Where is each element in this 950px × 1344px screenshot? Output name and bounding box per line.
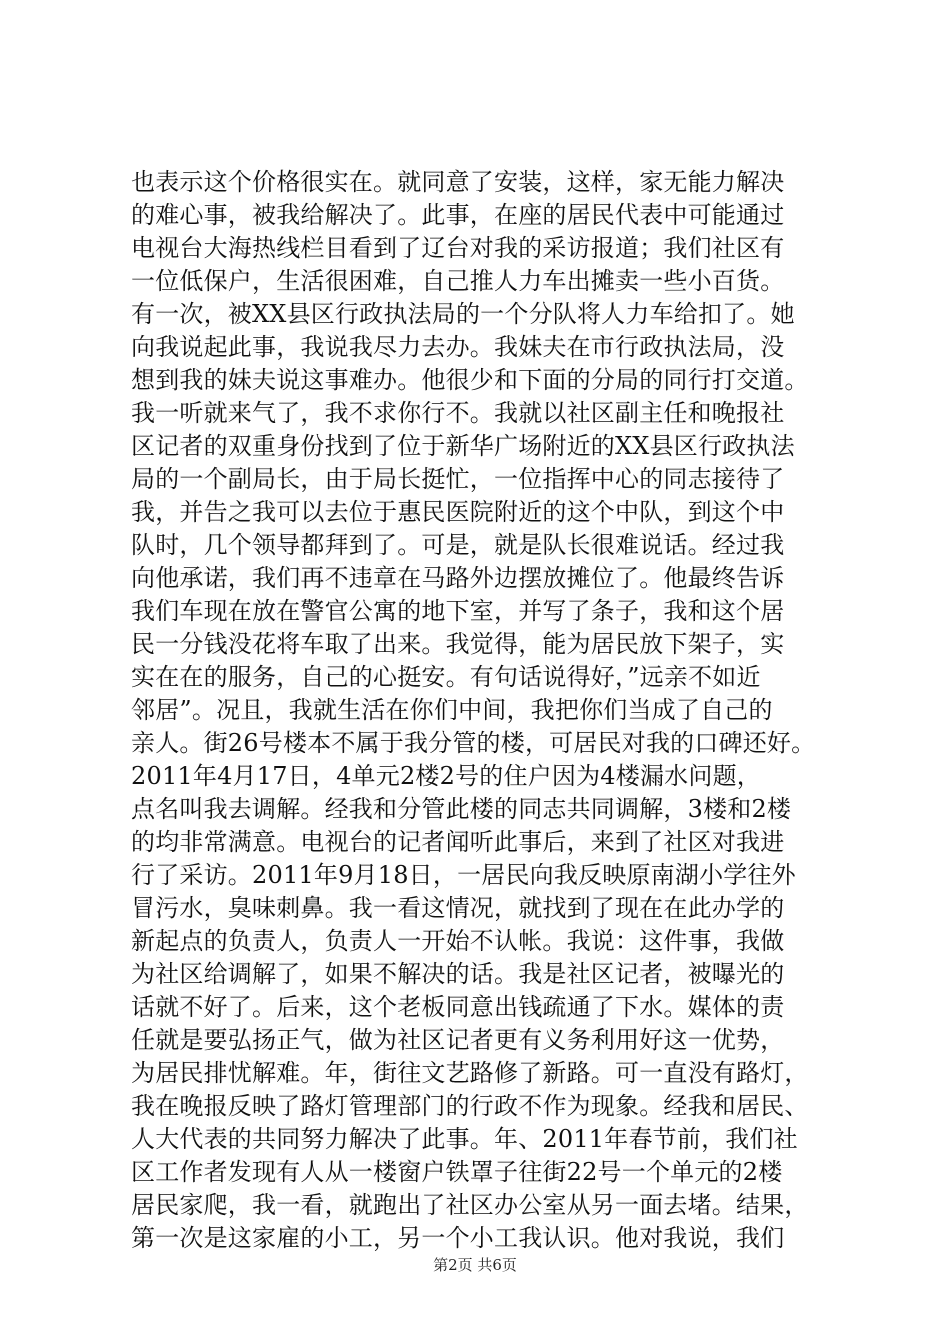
text-line: 邻居”。况且，我就生活在你们中间，我把你们当成了自己的 xyxy=(131,696,773,724)
text-line: 我，并告之我可以去位于惠民医院附近的这个中队，到这个中 xyxy=(131,498,785,526)
text-line: 居民家爬，我一看，就跑出了社区办公室从另一面去堵。结果， xyxy=(131,1191,809,1219)
text-line: 民一分钱没花将车取了出来。我觉得，能为居民放下架子，实 xyxy=(131,630,785,658)
text-line: 点名叫我去调解。经我和分管此楼的同志共同调解，3楼和2楼 xyxy=(131,795,792,823)
text-line: 2011年4月17日，4单元2楼2号的住户因为4楼漏水问题， xyxy=(131,762,761,790)
text-line: 我一听就来气了，我不求你行不。我就以社区副主任和晚报社 xyxy=(131,399,785,427)
text-line: 局的一个副局长，由于局长挺忙，一位指挥中心的同志接待了 xyxy=(131,465,785,493)
text-line: 我们车现在放在警官公寓的地下室，并写了条子，我和这个居 xyxy=(131,597,785,625)
text-line: 为社区给调解了，如果不解决的话。我是社区记者，被曝光的 xyxy=(131,960,785,988)
text-line: 队时，几个领导都拜到了。可是，就是队长很难说话。经过我 xyxy=(131,531,785,559)
text-line: 一位低保户，生活很困难，自己推人力车出摊卖一些小百货。 xyxy=(131,267,785,295)
text-line: 任就是要弘扬正气，做为社区记者更有义务利用好这一优势， xyxy=(131,1026,785,1054)
text-line: 我在晚报反映了路灯管理部门的行政不作为现象。经我和居民、 xyxy=(131,1092,809,1120)
text-line: 区记者的双重身份找到了位于新华广场附近的XX县区行政执法 xyxy=(131,432,795,460)
text-line: 第一次是这家雇的小工，另一个小工我认识。他对我说，我们 xyxy=(131,1224,785,1252)
text-line: 行了采访。2011年9月18日，一居民向我反映原南湖小学往外 xyxy=(131,861,796,889)
text-line: 也表示这个价格很实在。就同意了安装，这样，家无能力解决 xyxy=(131,168,785,196)
text-line: 人大代表的共同努力解决了此事。年、2011年春节前，我们社 xyxy=(131,1125,798,1153)
text-line: 的均非常满意。电视台的记者闻听此事后，来到了社区对我进 xyxy=(131,828,785,856)
text-line: 实在在的服务，自己的心挺安。有句话说得好，”远亲不如近 xyxy=(131,663,761,691)
text-line: 向他承诺，我们再不违章在马路外边摆放摊位了。他最终告诉 xyxy=(131,564,785,592)
text-line: 话就不好了。后来，这个老板同意出钱疏通了下水。媒体的责 xyxy=(131,993,785,1021)
text-line: 区工作者发现有人从一楼窗户铁罩子往街22号一个单元的2楼 xyxy=(131,1158,783,1186)
text-line: 向我说起此事，我说我尽力去办。我妹夫在市行政执法局，没 xyxy=(131,333,785,361)
text-line: 亲人。街26号楼本不属于我分管的楼，可居民对我的口碑还好。 xyxy=(131,729,816,757)
body-text xyxy=(131,166,831,1255)
text-line: 的难心事，被我给解决了。此事，在座的居民代表中可能通过 xyxy=(131,201,785,229)
text-line: 有一次，被XX县区行政执法局的一个分队将人力车给扣了。她 xyxy=(131,300,795,328)
text-line: 想到我的妹夫说这事难办。他很少和下面的分局的同行打交道。 xyxy=(131,366,809,394)
page-footer: 第2页 共6页 xyxy=(433,1256,517,1274)
text-line: 冒污水，臭味刺鼻。我一看这情况，就找到了现在在此办学的 xyxy=(131,894,785,922)
text-line: 电视台大海热线栏目看到了辽台对我的采访报道；我们社区有 xyxy=(131,234,785,262)
text-line: 新起点的负责人，负责人一开始不认帐。我说：这件事，我做 xyxy=(131,927,785,955)
text-line: 为居民排忧解难。年，街往文艺路修了新路。可一直没有路灯， xyxy=(131,1059,809,1087)
